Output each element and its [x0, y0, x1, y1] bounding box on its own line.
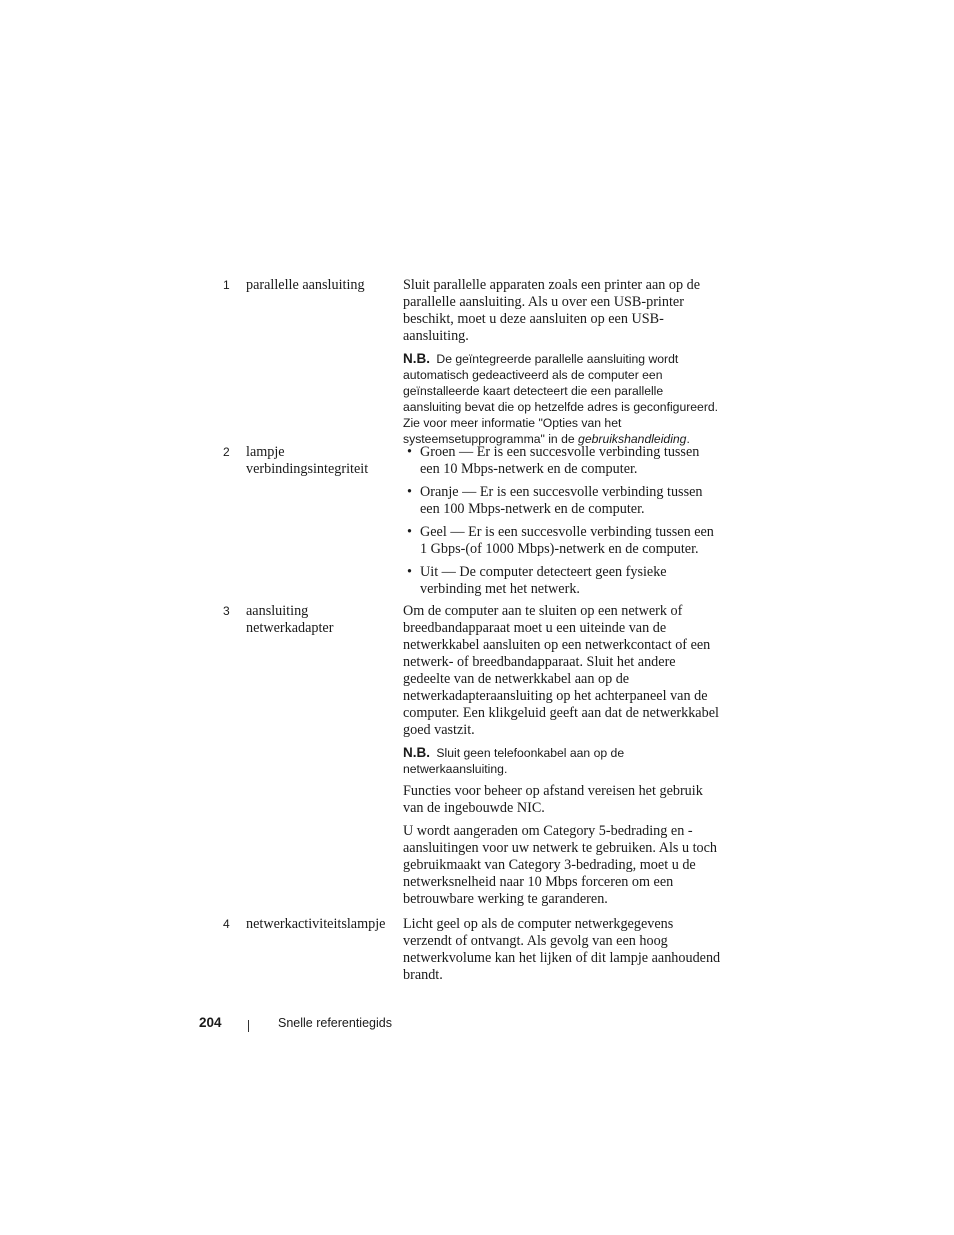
description-text: Sluit parallelle apparaten zoals een printer aan op de parallelle aansluiting. Als u over een USB-printer beschikt, moet u deze aansluiten op een USB-aansluiting.	[403, 277, 701, 344]
bullet-icon: •	[407, 524, 412, 540]
row-label: netwerkactiviteitslampje	[246, 916, 386, 932]
list-item: • Oranje — Er is een succesvolle verbinding tussen een 100 Mbps-netwerk en de computer.	[407, 484, 703, 517]
footer-divider	[248, 1020, 249, 1032]
description-text-2: Functies voor beheer op afstand vereisen het gebruik van de ingebouwde NIC.	[403, 783, 703, 816]
page-number: 204	[199, 1015, 222, 1030]
note-label: N.B.	[403, 351, 430, 366]
row-number: 4	[223, 917, 230, 931]
row-number: 2	[223, 445, 230, 459]
row-number: 3	[223, 604, 230, 618]
row-label: aansluiting netwerkadapter	[246, 603, 334, 636]
note-text: Sluit geen telefoonkabel aan op de netwerkaansluiting.	[403, 746, 625, 776]
note-italic: gebruikshandleiding	[578, 432, 687, 446]
description-text: Licht geel op als de computer netwerkgegevens verzendt of ontvangt. Als gevolg van een hoog netwerkvolume kan het lijken of dit lampje aanhoudend brandt.	[403, 916, 721, 983]
bullet-icon: •	[407, 564, 412, 580]
footer-title: Snelle referentiegids	[278, 1016, 392, 1030]
note-label: N.B.	[403, 745, 430, 760]
list-item: • Geel — Er is een succesvolle verbinding tussen een 1 Gbps-(of 1000 Mbps)-netwerk en de computer.	[407, 524, 714, 557]
note	[403, 351, 721, 447]
row-number: 1	[223, 278, 230, 292]
row-label: lampje verbindingsintegriteit	[246, 444, 369, 477]
row-description	[403, 277, 721, 453]
bullet-list	[403, 444, 721, 598]
description-text-3: U wordt aangeraden om Category 5-bedrading en -aansluitingen voor uw netwerk te gebruiken. Als u toch gebruikmaakt van Category 3-bedrading, moet u de netwerksnelheid naar 10 Mbps forceren om een betrouwbare werking te garanderen.	[403, 823, 718, 907]
bullet-icon: •	[407, 444, 412, 460]
page-footer	[0, 1015, 954, 1035]
row-description	[403, 444, 721, 604]
row-label: parallelle aansluiting	[246, 277, 365, 293]
description-text: Om de computer aan te sluiten op een netwerk of breedbandapparaat moet u een uiteinde van de netwerkkabel aansluiten op een netwerkcontact of een netwerk- of breedbandapparaat. Sluit het andere gedeelte van de netwerkkabel aan op de netwerkadapteraansluiting op het achterpaneel van de computer. Een klikgeluid geeft aan dat de netwerkkabel goed vastzit.	[403, 603, 719, 738]
note-text: De geïntegreerde parallelle aansluiting wordt automatisch gedeactiveerd als de computer een geïnstalleerde kaart detecteert die een parallelle aansluiting bevat die op hetzelfde adres is geconfigureerd. Zie voor meer informatie "Opties van het systeemsetupprogramma" in de	[403, 352, 719, 446]
list-item: • Groen — Er is een succesvolle verbinding tussen een 10 Mbps-netwerk en de computer.	[407, 444, 700, 477]
list-item: • Uit — De computer detecteert geen fysieke verbinding met het netwerk.	[407, 564, 667, 597]
row-description	[403, 603, 721, 914]
note-end: .	[686, 432, 690, 446]
note	[403, 745, 721, 777]
row-description	[403, 916, 721, 990]
bullet-icon: •	[407, 484, 412, 500]
